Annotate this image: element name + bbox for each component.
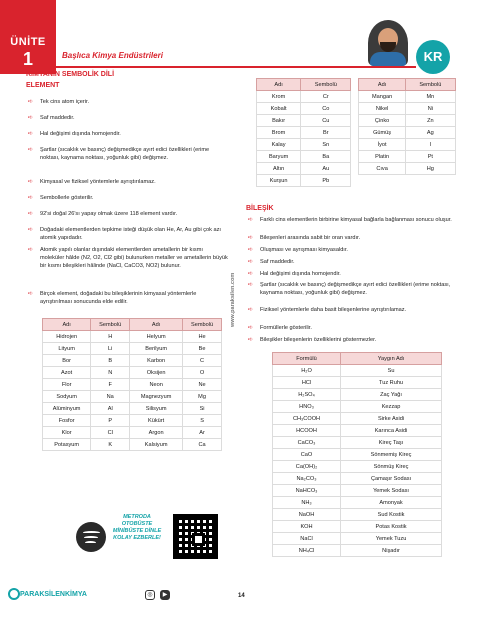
table-cell: HCl	[273, 377, 341, 389]
table-row	[257, 91, 456, 103]
table-row	[43, 331, 222, 343]
table-cell: NaHCO₃	[273, 485, 341, 497]
arrow-icon: ➪	[28, 247, 34, 253]
column-header: Adı	[43, 319, 91, 331]
spacer	[351, 151, 359, 163]
table-cell: Ar	[183, 427, 222, 439]
table-cell: Helyum	[130, 331, 183, 343]
table-cell: Mangan	[359, 91, 405, 103]
list-item: ➪ Kimyasal ve fiziksel yöntemlerle ayrıştırılamaz.	[28, 179, 156, 185]
list-item: ➪ Birçok element, doğadaki bu bileşiklerinin kimyasal yöntemlerle ayrıştırılması sonucunda elde edilir.	[28, 291, 197, 305]
column-header: Formülü	[273, 353, 341, 365]
table-cell: CaCO₃	[273, 437, 341, 449]
table-cell: Krom	[257, 91, 301, 103]
table-cell: Platin	[359, 151, 405, 163]
table-cell: Potasyum	[43, 439, 91, 451]
element-table-right	[256, 78, 456, 187]
list-item: ➪ Oluşması ve ayrışması kimyasaldır.	[248, 247, 348, 253]
table-row	[257, 115, 456, 127]
spacer	[351, 115, 359, 127]
spacer	[351, 139, 359, 151]
table-cell: Berilyum	[130, 343, 183, 355]
table-row	[273, 401, 442, 413]
table-cell: O	[183, 367, 222, 379]
table-cell: P	[91, 415, 130, 427]
table-row	[273, 461, 442, 473]
table-cell: Na₂CO₃	[273, 473, 341, 485]
arrow-icon: ➪	[28, 99, 34, 105]
table-cell: İyot	[359, 139, 405, 151]
table-cell: Sodyum	[43, 391, 91, 403]
table-cell: Alüminyum	[43, 403, 91, 415]
list-item: ➪ Fiziksel yöntemlerle daha basit bileşenlerine ayrıştırılamaz.	[248, 307, 407, 313]
list-item: ➪ Saf maddedir.	[248, 259, 295, 265]
column-header: Sembolü	[405, 79, 455, 91]
spacer	[351, 175, 359, 187]
table-cell: NaOH	[273, 509, 341, 521]
table-cell: Gümüş	[359, 127, 405, 139]
table-cell: Lityum	[43, 343, 91, 355]
list-item: ➪ Hal değişimi dışında homojendir.	[28, 131, 121, 137]
list-item: ➪ Saf maddedir.	[28, 115, 75, 121]
table-cell: CH₃COOH	[273, 413, 341, 425]
table-cell: Na	[91, 391, 130, 403]
table-cell: B	[91, 355, 130, 367]
table-row	[257, 175, 456, 187]
table-row	[43, 427, 222, 439]
table-cell: Neon	[130, 379, 183, 391]
table-cell: Bakır	[257, 115, 301, 127]
table-row	[273, 365, 442, 377]
table-cell: Yemek Tuzu	[341, 533, 442, 545]
arrow-icon: ➪	[248, 337, 254, 343]
brand-name: PARAKSİLENKİMYA	[20, 591, 87, 598]
table-header-row	[257, 79, 456, 91]
table-cell: H	[91, 331, 130, 343]
list-item: ➪ Farklı cins elementlerin birbirine kimyasal bağlarla bağlanması sonucu oluşur.	[248, 217, 452, 223]
table-cell: N	[91, 367, 130, 379]
arrow-icon: ➪	[28, 131, 34, 137]
table-cell: HNO₃	[273, 401, 341, 413]
table-cell: Al	[91, 403, 130, 415]
table-cell: Li	[91, 343, 130, 355]
table-cell: Oksijen	[130, 367, 183, 379]
table-cell	[405, 175, 455, 187]
spacer	[351, 79, 359, 91]
arrow-icon: ➪	[248, 235, 254, 241]
unite-badge	[0, 0, 56, 74]
table-cell: Karınca Asidi	[341, 425, 442, 437]
section-title: KİMYANIN SEMBOLİK DİLİ	[26, 71, 115, 78]
table-cell: Argon	[130, 427, 183, 439]
table-cell: Yemek Sodası	[341, 485, 442, 497]
page-number: 14	[238, 593, 245, 599]
list-item: ➪ Formüllerle gösterilir.	[248, 325, 312, 331]
table-cell: Hg	[405, 163, 455, 175]
table-cell: He	[183, 331, 222, 343]
table-cell: Cl	[91, 427, 130, 439]
table-cell: Ba	[301, 151, 351, 163]
table-cell: Brom	[257, 127, 301, 139]
table-row	[257, 139, 456, 151]
table-row	[273, 485, 442, 497]
brand-logo: KR	[416, 40, 450, 74]
table-cell: Kalay	[257, 139, 301, 151]
table-cell: Br	[301, 127, 351, 139]
arrow-icon: ➪	[248, 325, 254, 331]
table-cell: Ag	[405, 127, 455, 139]
arrow-icon: ➪	[248, 307, 254, 313]
table-row	[273, 497, 442, 509]
table-cell: I	[405, 139, 455, 151]
table-cell: Baryum	[257, 151, 301, 163]
unite-label: ÜNİTE	[10, 36, 46, 48]
arrow-icon: ➪	[28, 115, 34, 121]
arrow-icon: ➪	[28, 195, 34, 201]
table-cell: Pb	[301, 175, 351, 187]
table-row	[273, 509, 442, 521]
table-row	[43, 355, 222, 367]
table-cell: Kükürt	[130, 415, 183, 427]
table-cell: Hidrojen	[43, 331, 91, 343]
column-header: Sembolü	[183, 319, 222, 331]
table-cell: CaO	[273, 449, 341, 461]
table-cell: H₂SO₄	[273, 389, 341, 401]
table-cell: Cıva	[359, 163, 405, 175]
table-row	[257, 127, 456, 139]
table-cell: Su	[341, 365, 442, 377]
table-cell: NH₄Cl	[273, 545, 341, 557]
table-cell: C	[183, 355, 222, 367]
list-item: ➪ 92'si doğal 26'sı yapay olmak üzere 118 element vardır.	[28, 211, 178, 217]
metro-slogan: METRODA OTOBÜSTE MİNİBÜSTE DİNLE KOLAY EZBERLE!	[112, 514, 162, 541]
table-cell: Silisyum	[130, 403, 183, 415]
unite-number: 1	[22, 49, 33, 69]
spacer	[351, 91, 359, 103]
table-cell: NH₃	[273, 497, 341, 509]
unite-title: Başlıca Kimya Endüstrileri	[62, 51, 163, 60]
table-cell: Çamaşır Sodası	[341, 473, 442, 485]
table-cell: Altın	[257, 163, 301, 175]
spotify-icon[interactable]	[76, 522, 106, 552]
table-cell: Sönmemiş Kireç	[341, 449, 442, 461]
table-cell: S	[183, 415, 222, 427]
column-header: Sembolü	[301, 79, 351, 91]
table-row	[273, 377, 442, 389]
arrow-icon: ➪	[248, 271, 254, 277]
table-cell: Kurşun	[257, 175, 301, 187]
spacer	[351, 103, 359, 115]
table-cell: Fosfor	[43, 415, 91, 427]
table-cell: Cu	[301, 115, 351, 127]
arrow-icon: ➪	[248, 282, 254, 288]
table-row	[43, 391, 222, 403]
table-cell: Ne	[183, 379, 222, 391]
table-cell: H₂O	[273, 365, 341, 377]
table-row	[43, 439, 222, 451]
arrow-icon: ➪	[248, 247, 254, 253]
table-cell: Kireç Taşı	[341, 437, 442, 449]
table-row	[43, 367, 222, 379]
list-item: ➪ Sembollerle gösterilir.	[28, 195, 94, 201]
table-cell: Co	[301, 103, 351, 115]
table-cell: Azot	[43, 367, 91, 379]
table-cell: Ca(OH)₂	[273, 461, 341, 473]
instagram-icon[interactable]: ◎	[145, 590, 155, 600]
table-row	[273, 545, 442, 557]
table-cell: HCOOH	[273, 425, 341, 437]
table-cell: Sud Kostik	[341, 509, 442, 521]
table-row	[273, 473, 442, 485]
table-row	[257, 163, 456, 175]
table-row	[43, 379, 222, 391]
youtube-icon[interactable]: ▶	[160, 590, 170, 600]
table-header-row	[273, 353, 442, 365]
list-item: ➪ Bileşenleri arasında sabit bir oran vardır.	[248, 235, 361, 241]
column-header: Adı	[257, 79, 301, 91]
table-cell: Çinko	[359, 115, 405, 127]
list-item: ➪ Doğadaki elementlerden tepkime isteği düşük olan He, Ar, Au gibi çok azı atomik yapıdadır.	[28, 227, 221, 241]
table-cell: F	[91, 379, 130, 391]
table-cell: Bor	[43, 355, 91, 367]
list-item: ➪ Tek cins atom içerir.	[28, 99, 90, 105]
element-table	[42, 318, 222, 451]
table-row	[273, 521, 442, 533]
table-row	[273, 413, 442, 425]
header-divider	[56, 66, 416, 68]
element-title: ELEMENT	[26, 82, 60, 89]
table-row	[43, 403, 222, 415]
table-row	[43, 415, 222, 427]
list-item: ➪ Bileşikler bileşenlerin özelliklerini göstermezler.	[248, 337, 377, 343]
table-row	[257, 151, 456, 163]
formula-table	[272, 352, 442, 557]
table-cell: Ca	[183, 439, 222, 451]
arrow-icon: ➪	[28, 211, 34, 217]
table-cell: Pt	[405, 151, 455, 163]
table-cell: Magnezyum	[130, 391, 183, 403]
table-cell: Amonyak	[341, 497, 442, 509]
spacer	[351, 163, 359, 175]
table-cell: NaCl	[273, 533, 341, 545]
table-cell: K	[91, 439, 130, 451]
list-item: ➪ Hal değişimi dışında homojendir.	[248, 271, 341, 277]
table-cell: Sönmüş Kireç	[341, 461, 442, 473]
table-cell: Tuz Ruhu	[341, 377, 442, 389]
table-cell: Karbon	[130, 355, 183, 367]
arrow-icon: ➪	[28, 179, 34, 185]
table-cell: Mg	[183, 391, 222, 403]
arrow-icon: ➪	[28, 147, 34, 153]
column-header: Adı	[359, 79, 405, 91]
table-cell: Klor	[43, 427, 91, 439]
table-cell: Cr	[301, 91, 351, 103]
column-header: Sembolü	[91, 319, 130, 331]
brand-icon	[8, 588, 20, 600]
table-cell	[359, 175, 405, 187]
table-cell: Kezzap	[341, 401, 442, 413]
table-header-row	[43, 319, 222, 331]
arrow-icon: ➪	[248, 217, 254, 223]
column-header: Adı	[130, 319, 183, 331]
table-cell: Sn	[301, 139, 351, 151]
column-header: Yaygın Adı	[341, 353, 442, 365]
bilesik-title: BİLEŞİK	[246, 205, 274, 212]
table-row	[43, 343, 222, 355]
table-cell: Zn	[405, 115, 455, 127]
list-item: ➪ Şartlar (sıcaklık ve basınç) değişmedikçe ayırt edici özellikleri (erime noktası, kaynama noktası, yoğunluk gibi) değişmez.	[248, 282, 451, 296]
table-cell: Zaç Yağı	[341, 389, 442, 401]
table-cell: Kalsiyum	[130, 439, 183, 451]
table-cell: Au	[301, 163, 351, 175]
author-avatar	[368, 20, 408, 66]
table-cell: Flor	[43, 379, 91, 391]
table-cell: Be	[183, 343, 222, 355]
table-cell: Mn	[405, 91, 455, 103]
table-cell: Nişadır	[341, 545, 442, 557]
list-item: ➪ Şartlar (sıcaklık ve basınç) değişmedikçe ayırt edici özellikleri (erime noktası, kaynama noktası, yoğunluk gibi) değişmez.	[28, 147, 210, 161]
watermark: www.paraksilen.com	[230, 272, 236, 328]
table-row	[257, 103, 456, 115]
qr-code-icon[interactable]	[173, 514, 218, 559]
table-cell: Ni	[405, 103, 455, 115]
table-cell: Potas Kostik	[341, 521, 442, 533]
arrow-icon: ➪	[28, 227, 34, 233]
table-row	[273, 425, 442, 437]
table-cell: Nikel	[359, 103, 405, 115]
table-cell: KOH	[273, 521, 341, 533]
table-cell: Kobalt	[257, 103, 301, 115]
table-cell: Si	[183, 403, 222, 415]
table-row	[273, 389, 442, 401]
arrow-icon: ➪	[248, 259, 254, 265]
table-row	[273, 449, 442, 461]
list-item: ➪ Atomik yapılı olanlar dışındaki elementlerden ametallerin bir kısmı moleküler hâlde (N2, O2, Cl2 gibi) bulunurken metaller ve ametallerin büyük bir kısmı bileşikleri hâlinde (NaCl, CaCO3, NO2) bulunur.	[28, 247, 228, 269]
table-row	[273, 533, 442, 545]
table-cell: Sirke Asidi	[341, 413, 442, 425]
spacer	[351, 127, 359, 139]
arrow-icon: ➪	[28, 291, 34, 297]
table-row	[273, 437, 442, 449]
